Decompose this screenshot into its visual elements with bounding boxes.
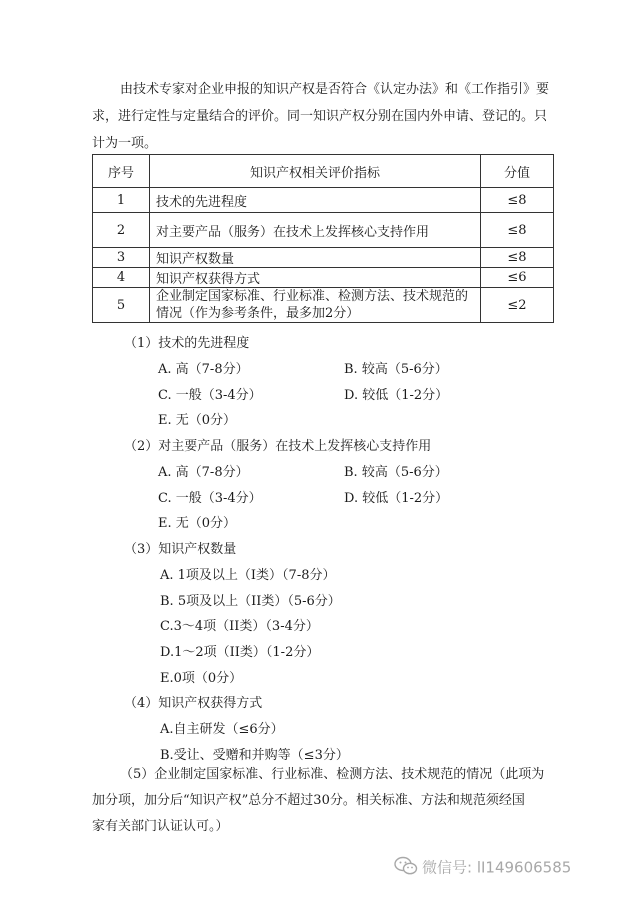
row-no: 5 [93,288,150,323]
intro-line-2: 求，进行定性与定量结合的评价。同一知识产权分别在国内外申请、登记的。只 [92,109,548,124]
table-row [93,248,554,268]
watermark [394,856,571,880]
header-value: 分值 [481,155,554,188]
section-3-option-c: C.3～4项（II类）（3-4分） [160,619,319,634]
section-2-option-e: E. 无（0分） [158,516,237,531]
table-row [93,288,554,323]
row-no: 3 [93,248,150,268]
row-value: ≤8 [481,188,554,213]
section-2-option-b: B. 较高（5-6分） [344,465,448,480]
section-3-option-b: B. 5项及以上（II类）（5-6分） [160,594,341,609]
row-indicator: 企业制定国家标准、行业标准、检测方法、技术规范的情况（作为参考条件，最多加2分） [150,288,481,323]
table-row [93,213,554,248]
section-1-option-a: A. 高（7-8分） [158,362,249,377]
section-1-option-d: D. 较低（1-2分） [344,388,449,403]
row-value: ≤8 [481,248,554,268]
section-5-line-3: 家有关部门认证认可。） [92,819,229,834]
section-5-paragraph [92,762,554,840]
row-indicator: 知识产权数量 [150,248,481,268]
section-4-title: （4）知识产权获得方式 [124,696,263,711]
intro-paragraph [92,76,554,157]
section-4-option-a: A.自主研发（≤6分） [160,722,284,737]
section-3-option-d: D.1～2项（II类）（1-2分） [160,645,320,660]
table-row [93,188,554,213]
section-1-option-c: C. 一般（3-4分） [158,388,262,403]
section-4-option-b: B.受让、受赠和并购等（≤3分） [160,748,349,763]
section-2-title: （2）对主要产品（服务）在技术上发挥核心支持作用 [124,439,432,454]
section-3-option-a: A. 1项及以上（I类）（7-8分） [160,568,336,583]
row-no: 2 [93,213,150,248]
watermark-text: 微信号: lI149606585 [422,858,572,877]
row-no: 1 [93,188,150,213]
section-2-option-d: D. 较低（1-2分） [344,491,449,506]
section-2-option-a: A. 高（7-8分） [158,465,249,480]
row-indicator: 对主要产品（服务）在技术上发挥核心支持作用 [150,213,481,248]
row-value: ≤6 [481,268,554,288]
row-indicator: 技术的先进程度 [150,188,481,213]
table-row [93,268,554,288]
intro-line-3: 计为一项。 [92,136,158,151]
row-value: ≤8 [481,213,554,248]
section-1-title: （1）技术的先进程度 [124,336,250,351]
section-2-option-c: C. 一般（3-4分） [158,491,262,506]
section-3-title: （3）知识产权数量 [124,542,237,557]
header-no: 序号 [93,155,150,188]
header-indicator: 知识产权相关评价指标 [150,155,481,188]
evaluation-table [92,154,554,323]
section-3-option-e: E.0项（0分） [160,671,243,686]
section-1-option-b: B. 较高（5-6分） [344,362,448,377]
row-value: ≤2 [481,288,554,323]
section-1-option-e: E. 无（0分） [158,413,237,428]
section-5-line-2: 加分项，加分后“知识产权”总分不超过30分。相关标准、方法和规范须经国 [92,793,525,808]
table-header-row [93,155,554,188]
wechat-icon [394,856,418,880]
row-indicator: 知识产权获得方式 [150,268,481,288]
section-5-line-1: （5）企业制定国家标准、行业标准、检测方法、技术规范的情况（此项为 [120,767,545,782]
row-no: 4 [93,268,150,288]
intro-line-1: 由技术专家对企业申报的知识产权是否符合《认定办法》和《工作指引》要 [120,82,550,97]
